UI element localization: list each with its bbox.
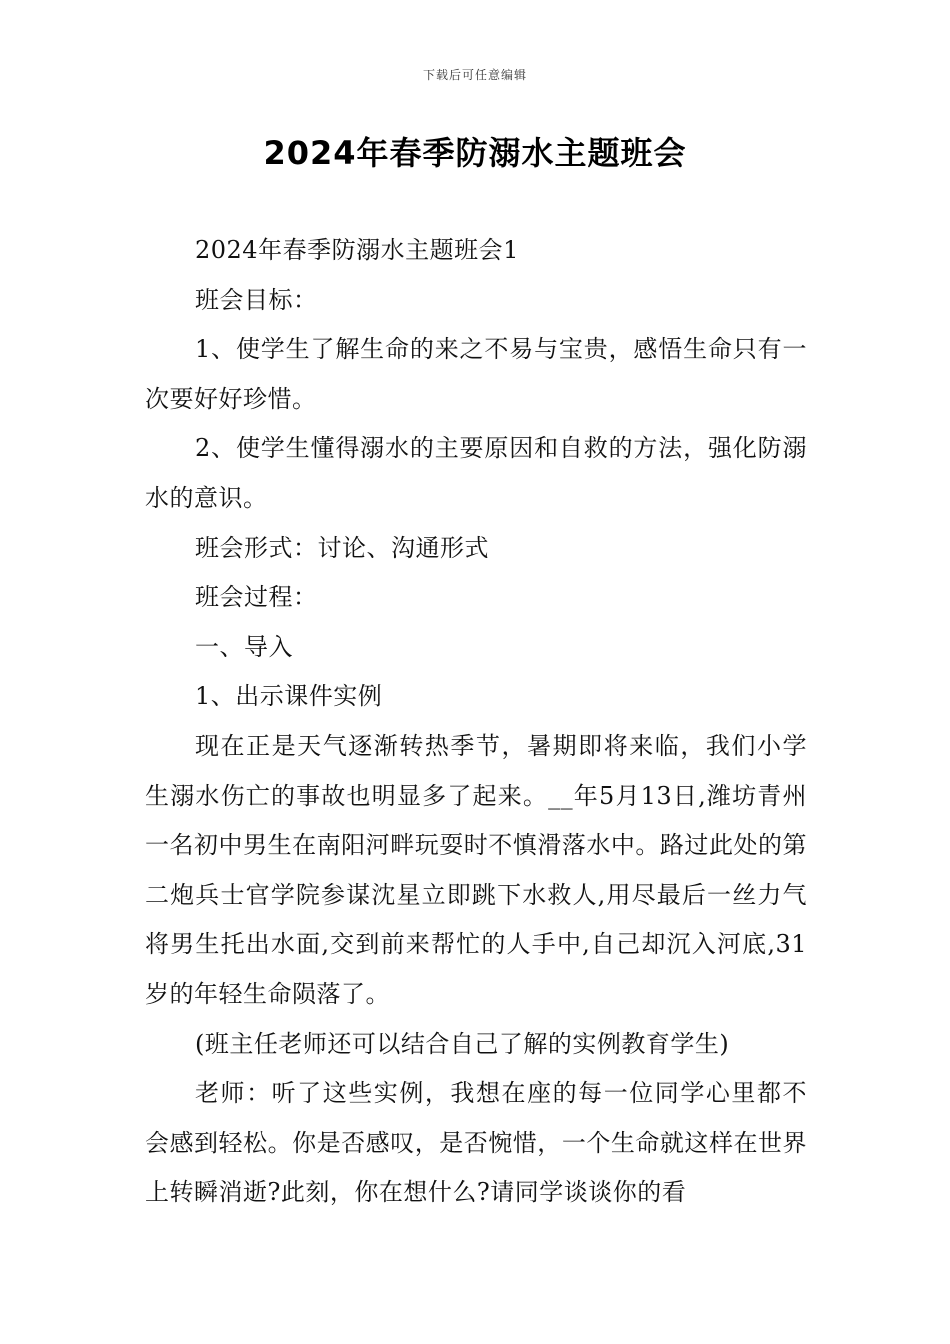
paragraph-step-1: 1、出示课件实例: [195, 682, 383, 711]
paragraph-subtitle: 2024年春季防溺水主题班会1: [195, 236, 519, 264]
document-title: 2024年春季防溺水主题班会: [263, 134, 687, 172]
paragraph-goal-1: 1、使学生了解生命的来之不易与宝贵，感悟生命只有一次要好好珍惜。: [145, 335, 807, 413]
paragraph-goal-2: 2、使学生懂得溺水的主要原因和自救的方法，强化防溺水的意识。: [145, 434, 807, 512]
paragraph-teacher-note: (班主任老师还可以结合自己了解的实例教育学生): [195, 1029, 730, 1058]
paragraph-example: 现在正是天气逐渐转热季节，暑期即将来临，我们小学生溺水伤亡的事故也明显多了起来。__年5月13日,潍坊青州一名初中男生在南阳河畔玩耍时不慎滑落水中。路过此处的第二炮兵士官学院参谋沈星立即跳下水救人,用尽最后一丝力气将男生托出水面,交到前来帮忙的人手中,自己却沉入河底,31岁的年轻生命陨落了。: [145, 731, 807, 1008]
paragraph-process-heading: 班会过程：: [195, 583, 318, 612]
document-body: [145, 226, 807, 1218]
paragraph-teacher-speech: 老师：听了这些实例，我想在座的每一位同学心里都不会感到轻松。你是否感叹，是否惋惜，一个生命就这样在世界上转瞬消逝?此刻，你在想什么?请同学谈谈你的看: [145, 1079, 807, 1207]
paragraph-section-intro: 一、导入: [195, 632, 293, 661]
paragraph-format: 班会形式：讨论、沟通形式: [195, 533, 489, 562]
header-note: 下载后可任意编辑: [422, 68, 527, 82]
paragraph-goal-heading: 班会目标：: [195, 285, 318, 314]
